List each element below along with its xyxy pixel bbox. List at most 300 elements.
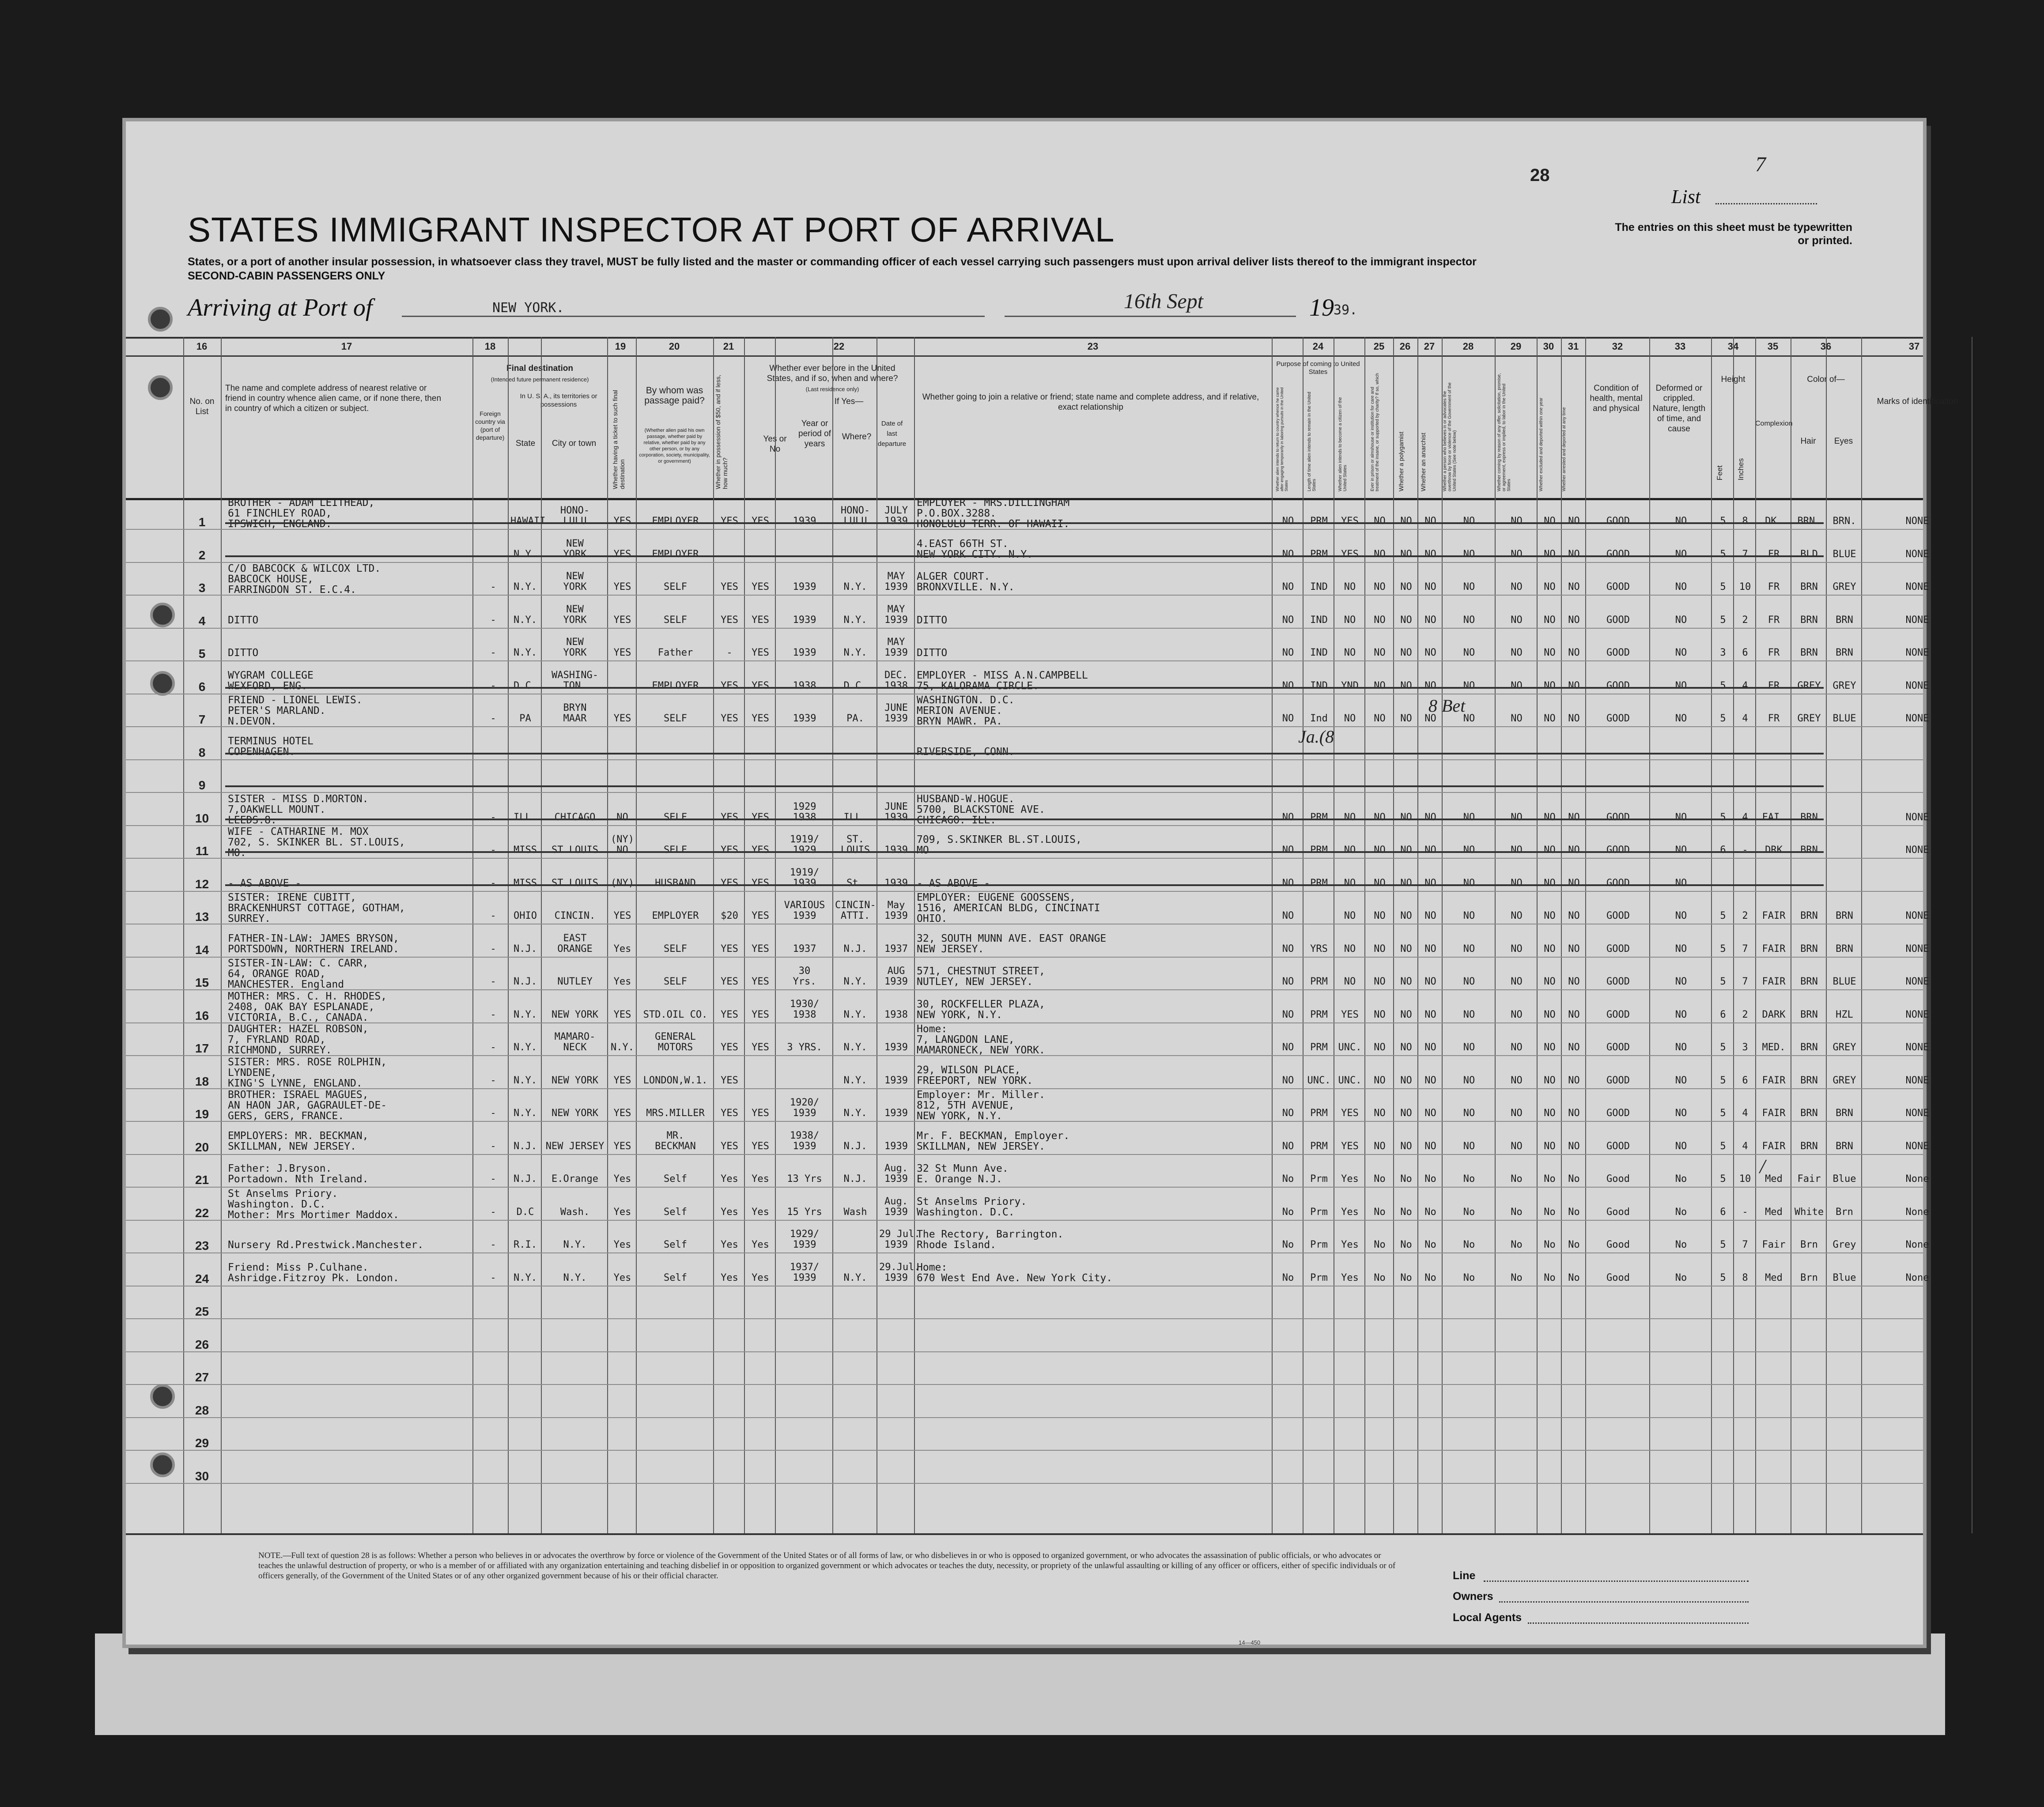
cell-offer: NO xyxy=(1511,845,1523,856)
cell-state: N.Y. xyxy=(514,1009,537,1020)
cell-excl: NO xyxy=(1544,647,1556,658)
cell-paid: Self xyxy=(664,1206,687,1218)
row-number: 24 xyxy=(195,1271,209,1286)
cell-p1: NO xyxy=(1282,713,1294,724)
cell-rel: DITTO xyxy=(228,647,259,659)
strike-through xyxy=(225,522,1824,524)
column-number: 35 xyxy=(1767,341,1779,352)
cell-rel: BROTHER - ADAM LEITHEAD, 61 FINCHLEY ROAD, IPSWICH, ENGLAND. xyxy=(228,497,375,530)
cell-fifty: YES xyxy=(721,516,738,527)
cell-dep: MAY 1939 xyxy=(884,637,908,658)
cell-p3: NO xyxy=(1344,845,1356,856)
cell-offer: NO xyxy=(1511,614,1523,626)
header-passage-paid-sub: (Whether alien paid his own passage, whether paid by relative, whether paid by any other person, or by any corporation, society, municipality, or government) xyxy=(639,428,710,464)
strike-through xyxy=(225,753,1824,754)
cell-deform: NO xyxy=(1675,845,1687,856)
cell-p1: NO xyxy=(1282,811,1294,823)
cell-join: Mr. F. BECKMAN, Employer. SKILLMAN, NEW JERSEY. xyxy=(917,1130,1070,1152)
cell-paid: EMPLOYER xyxy=(652,910,699,921)
cell-before: YES xyxy=(752,910,769,921)
cell-inch: - xyxy=(1742,1206,1748,1218)
cell-inch: 6 xyxy=(1742,647,1748,658)
strike-through xyxy=(225,851,1824,853)
cell-health: GOOD xyxy=(1606,581,1630,592)
cell-deform: No xyxy=(1675,1239,1687,1250)
column-number: 30 xyxy=(1543,341,1554,352)
cell-hair: GREY xyxy=(1797,713,1821,724)
cell-inch: 8 xyxy=(1742,1272,1748,1283)
cell-where: St. xyxy=(846,877,864,889)
cell-arr: NO xyxy=(1568,581,1580,592)
cell-excl: NO xyxy=(1544,1140,1556,1152)
cell-city: E.Orange xyxy=(552,1173,598,1185)
cell-anar: NO xyxy=(1424,1075,1436,1086)
cell-fifty: YES xyxy=(721,713,738,724)
cell-adv: No xyxy=(1463,1206,1475,1218)
cell-anar: NO xyxy=(1424,647,1436,658)
cell-p1: No xyxy=(1282,1173,1294,1185)
cell-p2: PRM xyxy=(1310,1042,1328,1053)
cell-anar: NO xyxy=(1424,581,1436,592)
cell-offer: NO xyxy=(1511,516,1523,527)
column-number: 24 xyxy=(1312,341,1324,352)
cell-dep: 1939 xyxy=(884,1075,908,1086)
header-arrested: Whether arrested and deported at any time xyxy=(1562,407,1567,491)
header-if-yes: If Yes— xyxy=(834,397,864,406)
cell-poly: NO xyxy=(1400,877,1412,889)
cell-years: 30 Yrs. xyxy=(793,966,816,987)
cell-inch: - xyxy=(1742,845,1748,856)
cell-dep: JULY 1939 xyxy=(884,505,908,527)
cell-p3: Yes xyxy=(1341,1173,1359,1185)
cell-marks: NONE xyxy=(1905,811,1929,823)
cell-eyes: BLUE xyxy=(1832,548,1856,560)
cell-anar: NO xyxy=(1424,877,1436,889)
cell-join: 709, S.SKINKER BL.ST.LOUIS, MO xyxy=(917,834,1082,856)
cell-rel: FRIEND - LIONEL LEWIS. PETER'S MARLAND. N.DEVON. xyxy=(228,694,363,727)
cell-prison: NO xyxy=(1374,548,1386,560)
cell-poly: NO xyxy=(1400,845,1412,856)
table-row xyxy=(126,1451,1923,1484)
cell-poly: NO xyxy=(1400,680,1412,691)
cell-adv: NO xyxy=(1463,877,1475,889)
cell-ft: 6 xyxy=(1720,1009,1726,1020)
port-line xyxy=(402,316,985,317)
cell-health: GOOD xyxy=(1606,1009,1630,1020)
cell-eyes: Brn xyxy=(1836,1206,1853,1218)
header-ever-before: Whether ever before in the United States, and if so, when and where? xyxy=(767,364,898,383)
cell-paid: EMPLOYER xyxy=(652,548,699,560)
cell-join: Employer: Mr. Miller. 812, 5TH AVENUE, NEW YORK, N.Y. xyxy=(917,1089,1045,1122)
cell-hair: BRN xyxy=(1800,976,1818,987)
cell-where: N.J. xyxy=(843,1140,867,1152)
cell-marks: NONE xyxy=(1905,1075,1929,1086)
cell-p1: No xyxy=(1282,1206,1294,1218)
local-agents-label: Local Agents xyxy=(1453,1611,1522,1624)
cell-ft: 5 xyxy=(1720,1042,1726,1053)
cell-years: 1929/ 1939 xyxy=(790,1229,820,1250)
cell-excl: NO xyxy=(1544,1108,1556,1119)
header-anarchist: Whether an anarchist xyxy=(1420,432,1427,491)
cell-anar: No xyxy=(1424,1173,1436,1185)
cell-health: Good xyxy=(1606,1206,1630,1218)
cell-paid: EMPLOYER xyxy=(652,680,699,691)
cell-ticket: YES xyxy=(613,1140,631,1152)
header-relative: The name and complete address of nearest relative or friend in country whence alien came, or if none there, then in country of which a citizen or subject. xyxy=(225,384,442,413)
cell-comp: FAI. xyxy=(1762,811,1786,823)
cell-where: PA. xyxy=(846,713,864,724)
cell-inch: 10 xyxy=(1739,1173,1751,1185)
cell-adv: NO xyxy=(1463,943,1475,954)
cell-inch: 7 xyxy=(1742,548,1748,560)
cell-prison: NO xyxy=(1374,943,1386,954)
cell-poly: NO xyxy=(1400,713,1412,724)
cell-state: N.J. xyxy=(514,976,537,987)
cell-p3: UNC. xyxy=(1338,1042,1362,1053)
cell-fc: - xyxy=(490,877,496,889)
cell-before: Yes xyxy=(752,1173,769,1185)
cell-p2: PRM xyxy=(1310,1108,1328,1119)
cell-offer: NO xyxy=(1511,713,1523,724)
cell-marks: None xyxy=(1905,1239,1929,1250)
row-number: 1 xyxy=(198,515,206,529)
cell-state: N.Y. xyxy=(514,1042,537,1053)
cell-anar: NO xyxy=(1424,614,1436,626)
binding-hole xyxy=(148,307,173,332)
cell-eyes: BRN xyxy=(1836,1140,1853,1152)
cell-anar: NO xyxy=(1424,1140,1436,1152)
cell-marks: NONE xyxy=(1905,647,1929,658)
cell-fifty: $20 xyxy=(721,910,738,921)
cell-ft: 5 xyxy=(1720,713,1726,724)
cell-dep: JUNE 1939 xyxy=(884,702,908,724)
cell-p3: NO xyxy=(1344,713,1356,724)
table-row xyxy=(126,891,1929,924)
cell-dep: 1939 xyxy=(884,877,908,889)
cell-eyes: BRN. xyxy=(1832,516,1856,527)
cell-p3: YES xyxy=(1341,1108,1359,1119)
cell-adv: NO xyxy=(1463,811,1475,823)
cell-join: Home: 7, LANGDON LANE, MAMARONECK, NEW YORK. xyxy=(917,1023,1045,1056)
cell-ticket: YES xyxy=(613,647,631,658)
cell-state: MISS xyxy=(514,877,537,889)
cell-rel: BROTHER: ISRAEL MAGUES, AN HAON JAR, GAGRAULET-DE- GERS, GERS, FRANCE. xyxy=(228,1089,387,1122)
row-number: 30 xyxy=(195,1469,209,1483)
cell-comp: FR xyxy=(1768,713,1780,724)
cell-health: GOOD xyxy=(1606,614,1630,626)
list-number: 7 xyxy=(1755,153,1766,176)
cell-rel: MOTHER: MRS. C. H. RHODES, 2408, OAK BAY ESPLANADE, VICTORIA, B.C., CANADA. xyxy=(228,990,387,1023)
year-suffix: 39. xyxy=(1334,302,1358,318)
header-in-usa: In U. S. A., its territories or possessions xyxy=(520,392,597,408)
cell-p3: YND xyxy=(1341,680,1359,691)
cell-state: N.Y. xyxy=(514,548,537,560)
cell-inch: 10 xyxy=(1739,581,1751,592)
header-eyes: Eyes xyxy=(1834,437,1853,446)
cell-rel: SISTER-IN-LAW: C. CARR, 64, ORANGE ROAD, MANCHESTER. England xyxy=(228,958,369,990)
cell-eyes: GREY xyxy=(1832,581,1856,592)
column-number: 25 xyxy=(1373,341,1385,352)
cell-p1: NO xyxy=(1282,1108,1294,1119)
cell-ft: 5 xyxy=(1720,1140,1726,1152)
cell-fifty: YES xyxy=(721,1009,738,1020)
cell-arr: NO xyxy=(1568,943,1580,954)
cell-p3: Yes xyxy=(1341,1206,1359,1218)
cell-years: 1919/ 1929 xyxy=(790,834,820,856)
cell-where: N.J. xyxy=(843,1173,867,1185)
cell-excl: NO xyxy=(1544,1042,1556,1053)
cell-city: N.Y. xyxy=(563,1272,587,1283)
cell-where: N.Y. xyxy=(843,614,867,626)
cell-where: Wash xyxy=(843,1206,867,1218)
cell-join: St Anselms Priory. Washington. D.C. xyxy=(917,1196,1027,1218)
cell-arr: NO xyxy=(1568,680,1580,691)
cell-city: BRYN MAAR xyxy=(563,702,587,724)
cell-fifty: YES xyxy=(721,1140,738,1152)
cell-dep: May 1939 xyxy=(884,900,908,921)
strike-through xyxy=(225,555,1824,557)
header-excluded: Whether excluded and deported within one year xyxy=(1539,397,1544,491)
cell-arr: NO xyxy=(1568,614,1580,626)
cell-p1: NO xyxy=(1282,614,1294,626)
cell-dep: DEC. 1938 xyxy=(884,669,908,691)
cell-p2: PRM xyxy=(1310,548,1328,560)
cell-arr: NO xyxy=(1568,516,1580,527)
cell-p3: NO xyxy=(1344,943,1356,954)
cell-ft: 5 xyxy=(1720,516,1726,527)
cell-state: ILL. xyxy=(514,811,537,823)
cell-paid: STD.OIL CO. xyxy=(643,1009,708,1020)
header-final-destination: Final destination xyxy=(506,364,573,373)
cell-state: PA xyxy=(519,713,531,724)
row-number: 3 xyxy=(198,581,206,595)
cell-adv: NO xyxy=(1463,1140,1475,1152)
table-row xyxy=(126,562,1929,596)
cell-excl: NO xyxy=(1544,976,1556,987)
cell-dep: 1939 xyxy=(884,1042,908,1053)
cell-state: D.C xyxy=(516,1206,534,1218)
cell-city: NEW YORK xyxy=(563,538,587,560)
cell-fifty: Yes xyxy=(721,1206,738,1218)
cell-eyes: BRN xyxy=(1836,647,1853,658)
cell-health: GOOD xyxy=(1606,647,1630,658)
cell-p3: NO xyxy=(1344,811,1356,823)
cell-anar: NO xyxy=(1424,910,1436,921)
row-number: 29 xyxy=(195,1436,209,1450)
cell-city: CINCIN. xyxy=(554,910,596,921)
cell-before: YES xyxy=(752,877,769,889)
cell-years: 1939 xyxy=(793,581,816,592)
cell-inch: 4 xyxy=(1742,811,1748,823)
cell-offer: NO xyxy=(1511,1075,1523,1086)
cell-p1: NO xyxy=(1282,976,1294,987)
cell-deform: NO xyxy=(1675,1042,1687,1053)
cell-ft: 5 xyxy=(1720,1173,1726,1185)
cell-marks: NONE xyxy=(1905,845,1929,856)
cell-marks: None xyxy=(1905,1206,1929,1218)
cell-inch: 2 xyxy=(1742,1009,1748,1020)
header-hair: Hair xyxy=(1800,437,1816,446)
cell-anar: NO xyxy=(1424,943,1436,954)
cell-prison: NO xyxy=(1374,877,1386,889)
cell-ft: 5 xyxy=(1720,976,1726,987)
cell-arr: No xyxy=(1568,1239,1580,1250)
cell-deform: NO xyxy=(1675,943,1687,954)
cell-poly: NO xyxy=(1400,548,1412,560)
cell-deform: NO xyxy=(1675,647,1687,658)
cell-offer: NO xyxy=(1511,1140,1523,1152)
owners-label: Owners xyxy=(1453,1590,1493,1603)
cell-comp: FR xyxy=(1768,680,1780,691)
cell-eyes: BRN xyxy=(1836,614,1853,626)
subtitle-line-2: SECOND-CABIN PASSENGERS ONLY xyxy=(188,270,385,282)
cell-rel: DAUGHTER: HAZEL ROBSON, 7, FYRLAND ROAD, RICHMOND, SURREY. xyxy=(228,1023,369,1056)
cell-arr: NO xyxy=(1568,1108,1580,1119)
cell-marks: None xyxy=(1905,1173,1929,1185)
cell-health: GOOD xyxy=(1606,1140,1630,1152)
cell-comp: DK. xyxy=(1765,516,1783,527)
table-row xyxy=(126,793,1929,826)
column-number: 28 xyxy=(1462,341,1474,352)
cell-deform: NO xyxy=(1675,713,1687,724)
cell-offer: NO xyxy=(1511,1009,1523,1020)
table-row xyxy=(126,1220,1929,1253)
cell-arr: NO xyxy=(1568,713,1580,724)
cell-deform: NO xyxy=(1675,811,1687,823)
cell-join: DITTO xyxy=(917,647,948,659)
cell-hair: BRN xyxy=(1800,943,1818,954)
cell-arr: NO xyxy=(1568,1075,1580,1086)
cell-adv: NO xyxy=(1463,1075,1475,1086)
header-purpose-citizen: Whether alien intends to become a citizen of the United States xyxy=(1338,397,1348,491)
header-where: Where? xyxy=(842,432,872,441)
cell-adv: NO xyxy=(1463,548,1475,560)
cell-prison: NO xyxy=(1374,1042,1386,1053)
cell-fifty: YES xyxy=(721,680,738,691)
column-number: 20 xyxy=(669,341,680,352)
cell-arr: NO xyxy=(1568,1140,1580,1152)
cell-ticket: Yes xyxy=(613,1272,631,1283)
table-row xyxy=(126,1286,1923,1319)
cell-rel: FATHER-IN-LAW: JAMES BRYSON, PORTSDOWN, NORTHERN IRELAND. xyxy=(228,932,399,955)
cell-poly: No xyxy=(1400,1239,1412,1250)
row-number: 14 xyxy=(195,943,209,957)
cell-years: 1938 xyxy=(793,680,816,691)
cell-fifty: YES xyxy=(721,1042,738,1053)
cell-rel: Nursery Rd.Prestwick.Manchester. xyxy=(228,1239,424,1251)
row-number: 13 xyxy=(195,910,209,924)
page-number: 28 xyxy=(1530,166,1550,185)
table-row xyxy=(126,497,1929,530)
cell-anar: NO xyxy=(1424,1108,1436,1119)
cell-hair: BRN xyxy=(1800,1108,1818,1119)
cell-hair: BRN xyxy=(1800,614,1818,626)
manifest-page xyxy=(126,121,1958,1646)
cell-poly: NO xyxy=(1400,1042,1412,1053)
cell-fc: - xyxy=(490,845,496,856)
header-deformed: Deformed or crippled. Nature, length of time, and cause xyxy=(1652,384,1706,434)
cell-ft: 3 xyxy=(1720,647,1726,658)
cell-excl: NO xyxy=(1544,516,1556,527)
cell-p2: IND xyxy=(1310,680,1328,691)
cell-health: GOOD xyxy=(1606,713,1630,724)
cell-p1: NO xyxy=(1282,1042,1294,1053)
cell-state: HAWAII xyxy=(510,516,546,527)
cell-dep: 29 Jul. 1939 xyxy=(879,1229,920,1250)
cell-excl: NO xyxy=(1544,680,1556,691)
cell-health: Good xyxy=(1606,1272,1630,1283)
cell-eyes: Blue xyxy=(1832,1272,1856,1283)
cell-years: 1919/ 1939 xyxy=(790,867,820,889)
row-number: 11 xyxy=(195,844,209,858)
cell-city: NEW YORK xyxy=(563,571,587,592)
cell-state: N.Y. xyxy=(514,581,537,592)
cell-hair: BRN xyxy=(1800,910,1818,921)
cell-city: NUTLEY xyxy=(557,976,593,987)
cell-poly: NO xyxy=(1400,976,1412,987)
cell-deform: NO xyxy=(1675,516,1687,527)
cell-years: 1939 xyxy=(793,713,816,724)
handwritten-mark-row3: Ja.(8 xyxy=(1298,727,1334,747)
cell-fc: - xyxy=(490,581,496,592)
cell-p2: PRM xyxy=(1310,1140,1328,1152)
cell-rel: C/O BABCOCK & WILCOX LTD. BABCOCK HOUSE, FARRINGDON ST. E.C.4. xyxy=(228,563,381,596)
cell-rel: Father: J.Bryson. Portadown. Nth Ireland. xyxy=(228,1163,369,1185)
table-row xyxy=(126,826,1929,859)
cell-fifty: YES xyxy=(721,581,738,592)
cell-before: YES xyxy=(752,976,769,987)
cell-marks: NONE xyxy=(1905,910,1929,921)
cell-paid: SELF xyxy=(664,976,687,987)
table-row xyxy=(126,694,1929,727)
list-line xyxy=(1715,203,1817,204)
table-row xyxy=(126,1122,1929,1155)
cell-fc: - xyxy=(490,976,496,987)
cell-offer: No xyxy=(1511,1206,1523,1218)
cell-deform: NO xyxy=(1675,976,1687,987)
cell-ft: 6 xyxy=(1720,845,1726,856)
cell-ticket: YES xyxy=(613,548,631,560)
cell-health: GOOD xyxy=(1606,1042,1630,1053)
row-number: 5 xyxy=(198,647,206,660)
cell-prison: No xyxy=(1374,1239,1386,1250)
header-years: Year or period of years xyxy=(798,419,831,449)
cell-p3: YES xyxy=(1341,1009,1359,1020)
row-number: 4 xyxy=(198,614,206,628)
header-ever-before-sub: (Last residence only) xyxy=(805,386,859,392)
cell-offer: No xyxy=(1511,1239,1523,1250)
cell-excl: No xyxy=(1544,1239,1556,1250)
cell-rel: St Anselms Priory. Washington. D.C. Mother: Mrs Mortimer Maddox. xyxy=(228,1188,399,1221)
row-number: 15 xyxy=(195,976,209,989)
cell-comp: FAIR xyxy=(1762,976,1786,987)
table-row xyxy=(126,859,1923,892)
cell-poly: No xyxy=(1400,1206,1412,1218)
cell-fc: - xyxy=(490,1239,496,1250)
cell-prison: NO xyxy=(1374,910,1386,921)
cell-offer: No xyxy=(1511,1173,1523,1185)
cell-p1: No xyxy=(1282,1239,1294,1250)
cell-where: ILL. xyxy=(843,811,867,823)
cell-deform: NO xyxy=(1675,581,1687,592)
cell-join: 32 St Munn Ave. E. Orange N.J. xyxy=(917,1163,1009,1185)
cell-adv: NO xyxy=(1463,845,1475,856)
cell-comp: Med xyxy=(1765,1173,1783,1185)
cell-fifty: YES xyxy=(721,943,738,954)
cell-offer: NO xyxy=(1511,910,1523,921)
cell-inch: 2 xyxy=(1742,614,1748,626)
cell-deform: NO xyxy=(1675,1009,1687,1020)
